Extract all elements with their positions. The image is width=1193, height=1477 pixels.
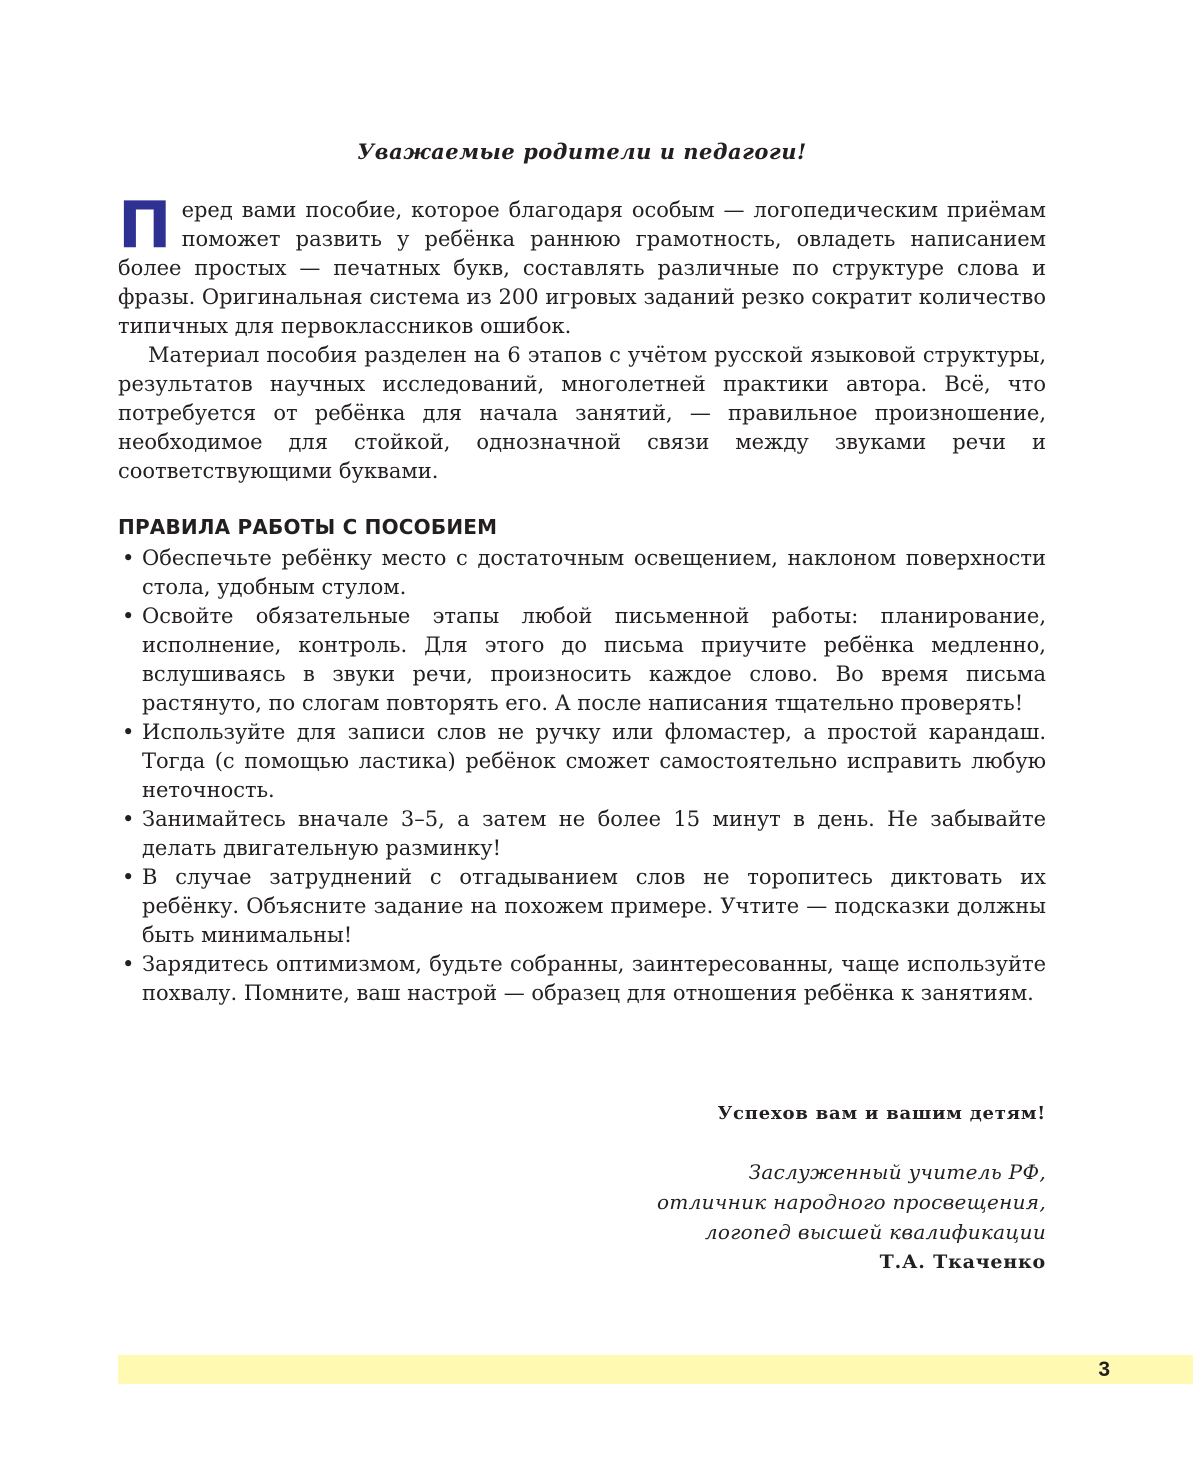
rule-item [118, 718, 1046, 805]
intro-section [118, 189, 1046, 486]
drop-cap-letter: П [118, 189, 172, 263]
page-heading: Уважаемые родители и педагоги! [357, 139, 807, 164]
signature-author: Т.А. Ткаченко [879, 1251, 1046, 1273]
intro-paragraph-1-text: еред вами пособие, которое благодаря особым — логопедическим приёмам поможет развить у ребёнка раннюю грамотность, овладеть написанием более простых — печатных букв, составлять различные по структуре слова и фразы. Оригинальная система из 200 игровых заданий резко сократит количество типичных для первоклассников ошибок. [118, 198, 1046, 338]
closing-wish: Успехов вам и вашим детям! [717, 1103, 1046, 1124]
intro-paragraph-1 [118, 189, 1046, 341]
bullet-icon: • [122, 865, 135, 889]
rule-item [118, 950, 1046, 1008]
rule-text: Освойте обязательные этапы любой письменной работы: планирование, исполнение, контроль. Для этого до письма приучите ребёнка медленно, вслушиваясь в звуки речи, произносить каждое слово. Во время письма растянуто, по слогам повторять его. А после написания тщательно проверять! [142, 604, 1046, 715]
bullet-icon: • [122, 952, 135, 976]
rule-text: Используйте для записи слов не ручку или фломастер, а простой карандаш. Тогда (с помощью ластика) ребёнок сможет самостоятельно исправить любую неточность. [142, 720, 1046, 802]
bullet-icon: • [122, 807, 135, 831]
rule-text: В случае затруднений с отгадыванием слов не торопитесь диктовать их ребёнку. Объясните задание на похожем примере. Учтите — подсказки должны быть минимальны! [142, 865, 1046, 947]
rule-item [118, 863, 1046, 950]
bullet-icon: • [122, 720, 135, 744]
page-number: 3 [1098, 1358, 1110, 1381]
rule-text: Обеспечьте ребёнку место с достаточным освещением, наклоном поверхности стола, удобным стулом. [142, 546, 1046, 599]
rules-title: ПРАВИЛА РАБОТЫ С ПОСОБИЕМ [118, 515, 498, 539]
rule-text: Зарядитесь оптимизмом, будьте собранны, заинтересованны, чаще используйте похвалу. Помните, ваш настрой — образец для отношения ребёнка к занятиям. [142, 952, 1046, 1005]
rule-item [118, 602, 1046, 718]
signature-block [118, 1157, 1046, 1277]
signature-title-2: отличник народного просвещения, [657, 1190, 1046, 1214]
signature-title-1: Заслуженный учитель РФ, [748, 1160, 1046, 1184]
rule-text: Занимайтесь вначале 3–5, а затем не более 15 минут в день. Не забывайте делать двигательную разминку! [142, 807, 1046, 860]
rule-item [118, 544, 1046, 602]
bullet-icon: • [122, 604, 135, 628]
intro-paragraph-2: Материал пособия разделен на 6 этапов с учётом русской языковой структуры, результатов научных исследований, многолетней практики автора. Всё, что потребуется от ребёнка для начала занятий, — правильное произношение, необходимое для стойкой, однозначной связи между звуками речи и соответствующими буквами. [118, 343, 1046, 483]
bullet-icon: • [122, 546, 135, 570]
footer-bar [118, 1355, 1193, 1384]
rules-list [118, 544, 1046, 1008]
rule-item [118, 805, 1046, 863]
signature-title-3: логопед высшей квалификации [704, 1220, 1046, 1244]
